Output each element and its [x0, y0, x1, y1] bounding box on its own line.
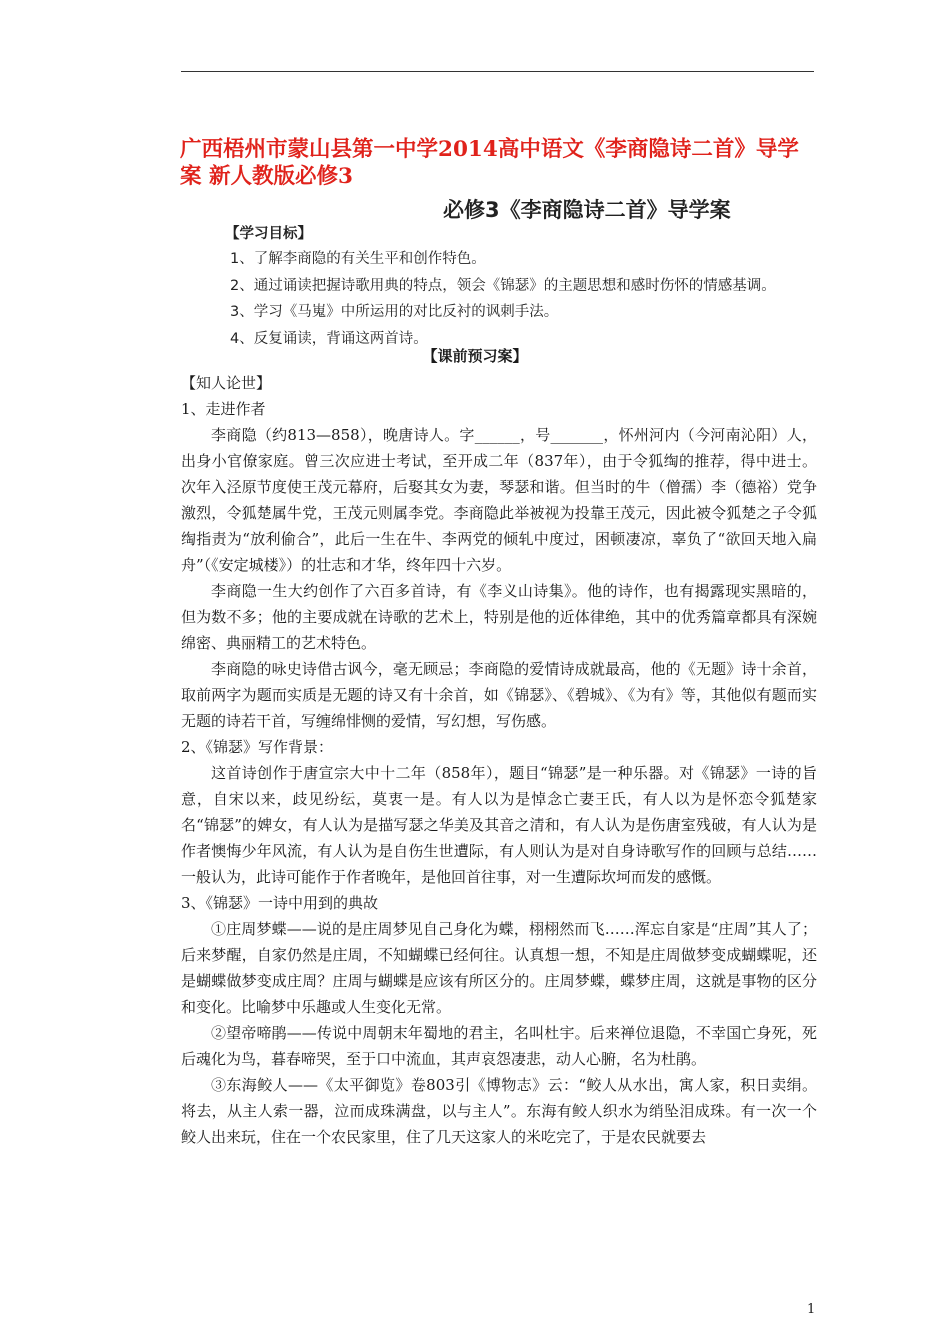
goal-item: 2、通过诵读把握诗歌用典的特点，领会《锦瑟》的主题思想和感时伤怀的情感基调。: [230, 277, 776, 294]
learning-goals-list: [230, 246, 776, 352]
main-content: [181, 370, 817, 1150]
allusion-paragraph: ③东海鲛人——《太平御览》卷803引《博物志》云：“鲛人从水出，寓人家，积日卖绢。将去，从主人索一器，泣而成珠满盘，以与主人”。东海有鲛人织水为绡坠泪成珠。有一次一个鲛人出来玩，住在一个农民家里，住了几天这家人的米吃完了，于是农民就要去: [181, 1076, 817, 1146]
document-title: 广西梧州市蒙山县第一中学2014高中语文《李商隐诗二首》导学案 新人教版必修3: [180, 137, 799, 189]
allusion-paragraph: ②望帝啼鹃——传说中周朝末年蜀地的君主，名叫杜宇。后来禅位退隐，不幸国亡身死，死后魂化为鸟，暮春啼哭，至于口中流血，其声哀怨凄悲，动人心腑，名为杜鹃。: [181, 1024, 817, 1068]
background-paragraph: 这首诗创作于唐宣宗大中十二年（858年），题目“锦瑟”是一种乐器。对《锦瑟》一诗的旨意，自宋以来，歧见纷纭，莫衷一是。有人以为是悼念亡妻王氏，有人以为是怀恋令狐楚家名“锦瑟”的婢女，有人认为是描写瑟之华美及其音之清和，有人认为是伤唐室残破，有人认为是作者懊悔少年风流，有人认为是自伤生世遭际，有人则认为是对自身诗歌写作的回顾与总结……一般认为，此诗可能作于作者晚年，是他回首往事，对一生遭际坎坷而发的感慨。: [181, 764, 817, 886]
handout-heading: 必修3《李商隐诗二首》导学案: [443, 198, 731, 222]
section-1-title: 1、走进作者: [181, 400, 266, 418]
poetry-style-paragraph: 李商隐的咏史诗借古讽今，毫无顾忌；李商隐的爱情诗成就最高，他的《无题》诗十余首，取前两字为题而实质是无题的诗又有十余首，如《锦瑟》、《碧城》、《为有》等，其他似有题而实无题的诗若干首，写缠绵悱恻的爱情，写幻想，写伤感。: [181, 660, 817, 730]
learning-goals-label: 【学习目标】: [225, 226, 312, 242]
header-rule: [181, 71, 814, 72]
section-2-title: 2、《锦瑟》写作背景：: [181, 738, 334, 756]
preview-section-heading: 【课前预习案】: [422, 347, 528, 365]
works-paragraph: 李商隐一生大约创作了六百多首诗，有《李义山诗集》。他的诗作，也有揭露现实黑暗的，但为数不多；他的主要成就在诗歌的艺术上，特别是他的近体律绝，其中的优秀篇章都具有深婉绵密、典丽精工的艺术特色。: [181, 582, 817, 652]
page-number: 1: [807, 1302, 816, 1317]
goal-item: 4、反复诵读，背诵这两首诗。: [230, 330, 428, 347]
author-bio-paragraph: 李商隐（约813—858），晚唐诗人。字______，号_______，怀州河内（今河南沁阳）人，出身小官僚家庭。曾三次应进士考试，至开成二年（837年），由于令狐绹的推荐，得中进士。次年入泾原节度使王茂元幕府，后娶其女为妻，琴瑟和谐。但当时的牛（僧孺）李（德裕）党争激烈，令狐楚属牛党，王茂元则属李党。李商隐此举被视为投靠王茂元，因此被令狐楚之子令狐绹指责为“放利偷合”，此后一生在牛、李两党的倾轧中度过，困顿凄凉，辜负了“欲回天地入扁舟”（《安定城楼》）的壮志和才华，终年四十六岁。: [181, 426, 817, 574]
goal-item: 1、了解李商隐的有关生平和创作特色。: [230, 251, 486, 267]
section-3-title: 3、《锦瑟》一诗中用到的典故: [181, 894, 379, 912]
section-label: 【知人论世】: [181, 374, 272, 392]
goal-item: 3、学习《马嵬》中所运用的对比反衬的讽刺手法。: [230, 304, 559, 320]
allusion-paragraph: ①庄周梦蝶——说的是庄周梦见自己身化为蝶，栩栩然而飞……浑忘自家是“庄周”其人了；后来梦醒，自家仍然是庄周，不知蝴蝶已经何往。认真想一想，不知是庄周做梦变成蝴蝶呢，还是蝴蝶做梦变成庄周？庄周与蝴蝶是应该有所区分的。庄周梦蝶，蝶梦庄周，这就是事物的区分和变化。比喻梦中乐趣或人生变化无常。: [181, 920, 817, 1016]
